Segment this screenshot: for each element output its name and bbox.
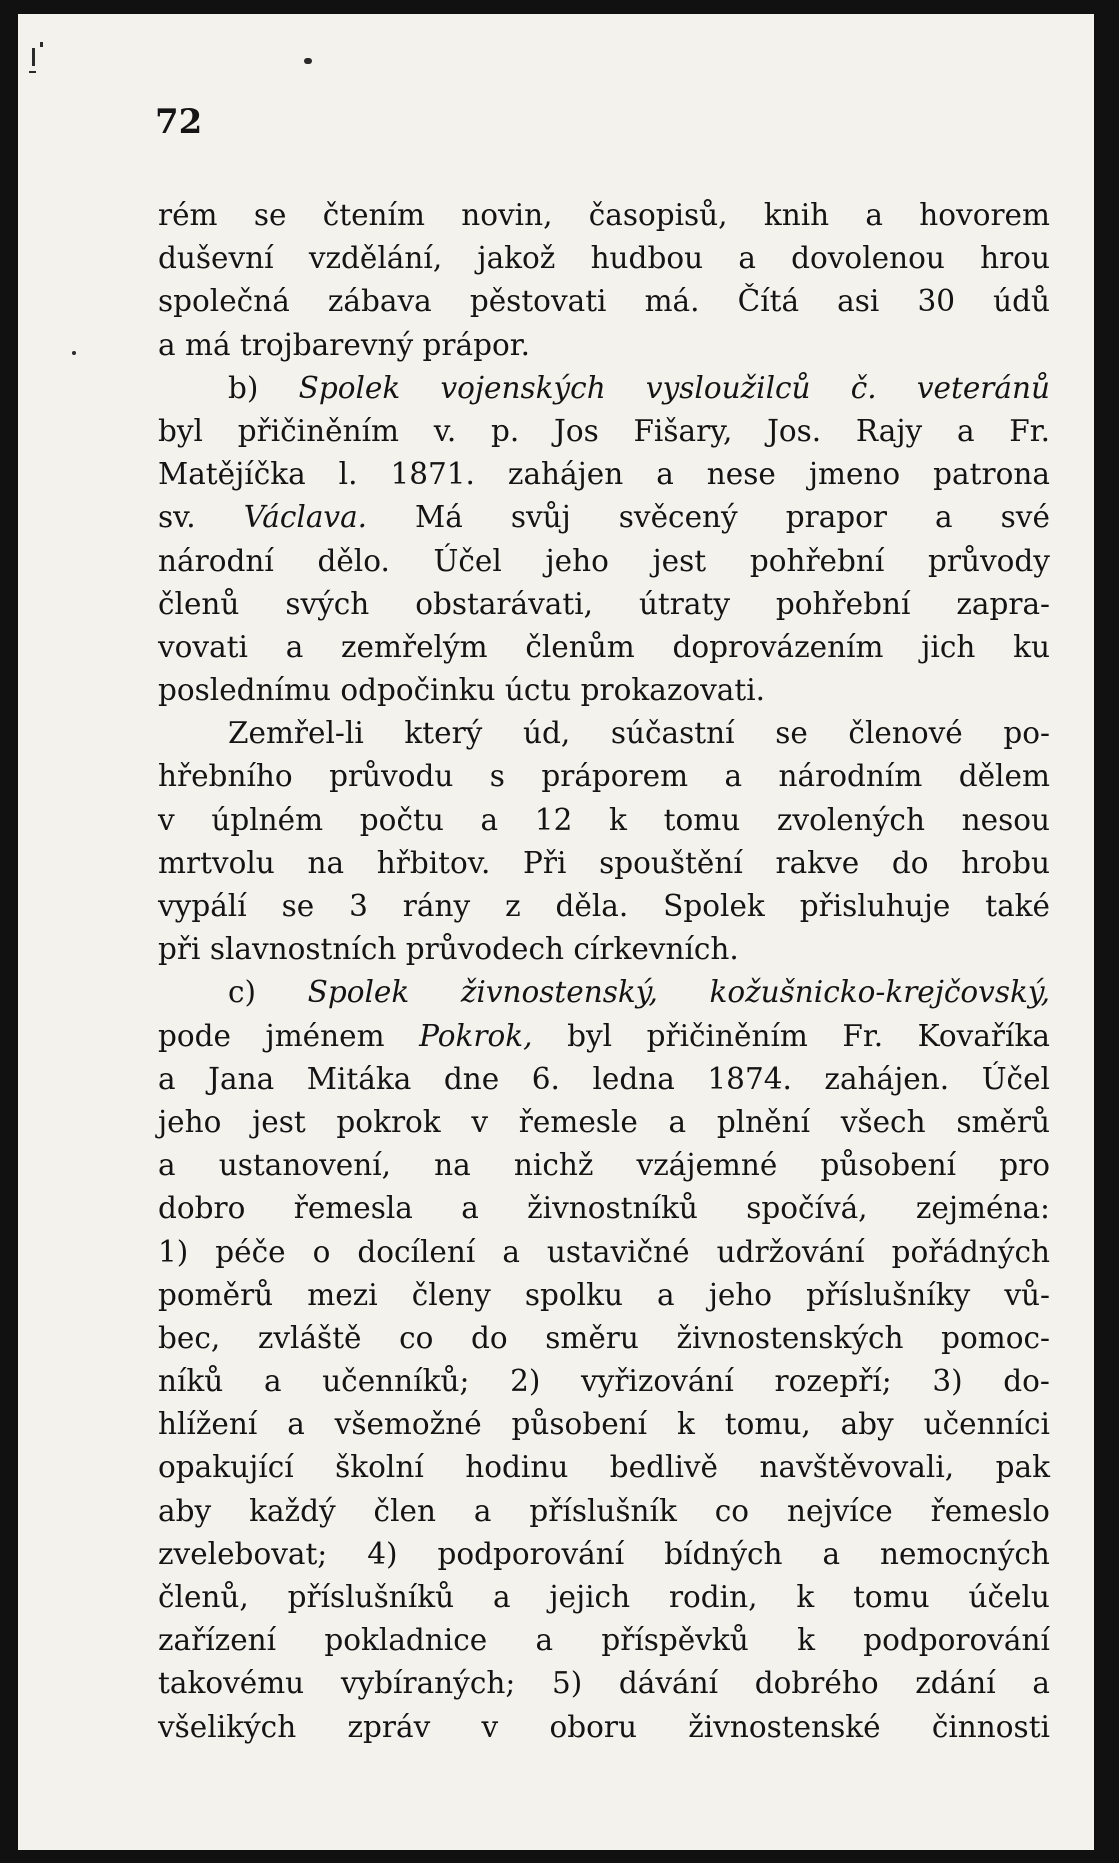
text-line: rém se čtením novin, časopisů, knih a hovorem	[158, 198, 1050, 232]
text-line: poslednímu odpočinku úctu prokazovati.	[158, 673, 766, 708]
text-line: takovému vybíraných; 5) dávání dobrého zdání a	[158, 1666, 1050, 1701]
text-line: a ustanovení, na nichž vzájemné působení pro	[158, 1148, 1050, 1183]
text-line: a Jana Mitáka dne 6. ledna 1874. zahájen. Účel	[158, 1061, 1050, 1096]
text-line: mrtvolu na hřbitov. Při spouštění rakve do hrobu	[158, 845, 1050, 880]
text-line: v úplném počtu a 12 k tomu zvolených nesou	[158, 802, 1050, 837]
page-body-text	[158, 194, 1050, 1749]
text-line: vypálí se 3 rány z děla. Spolek přisluhuje také	[158, 889, 1050, 923]
text-line: níků a učenníků; 2) vyřizování rozepří; 3) do-	[158, 1364, 1050, 1399]
text-line: opakující školní hodinu bedlivě navštěvovali, pak	[158, 1450, 1050, 1485]
scan-speck	[304, 58, 312, 64]
text-line: společná zábava pěstovati má. Čítá asi 30 údů	[158, 284, 1050, 319]
text-line: 1) péče o docílení a ustavičné udržování pořádných	[158, 1234, 1050, 1269]
text-line: c) Spolek živnostenský, kožušnicko-krejčovský,	[228, 975, 1050, 1010]
text-line: národní dělo. Účel jeho jest pohřební průvody	[158, 543, 1050, 578]
text-line: Matějíčka l. 1871. zahájen a nese jmeno patrona	[158, 457, 1050, 492]
book-page	[18, 14, 1094, 1850]
text-line: sv. Václava. Má svůj svěcený prapor a své	[158, 500, 1050, 535]
page-number: 72	[155, 102, 203, 142]
text-line: bec, zvláště co do směru živnostenských pomoc-	[158, 1320, 1050, 1355]
scan-speck	[29, 71, 36, 73]
text-line: členů svých obstarávati, útraty pohřební zapra-	[158, 586, 1050, 621]
text-line: zvelebovat; 4) podporování bídných a nemocných	[158, 1536, 1050, 1571]
text-line: poměrů mezi členy spolku a jeho příslušníky vů-	[158, 1277, 1050, 1312]
text-line: vovati a zemřelým členům doprovázením jich ku	[158, 629, 1050, 664]
scan-speck	[40, 42, 43, 47]
scan-speck	[32, 48, 35, 66]
text-line: aby každý člen a příslušník co nejvíce řemeslo	[158, 1493, 1050, 1528]
text-line: byl přičiněním v. p. Jos Fišary, Jos. Rajy a Fr.	[158, 413, 1050, 448]
text-line: hřebního průvodu s práporem a národním dělem	[158, 759, 1050, 794]
text-line: a má trojbarevný prápor.	[158, 327, 530, 362]
text-line: pode jménem Pokrok, byl přičiněním Fr. Kovaříka	[158, 1018, 1050, 1053]
text-line: dobro řemesla a živnostníků spočívá, zejména:	[158, 1191, 1050, 1226]
text-line: všelikých zpráv v oboru živnostenské činnosti	[158, 1709, 1050, 1744]
text-line: při slavnostních průvodech církevních.	[158, 932, 739, 967]
text-line: duševní vzdělání, jakož hudbou a dovolenou hrou	[158, 241, 1050, 276]
text-line: Zemřel-li který úd, súčastní se členové po-	[228, 716, 1050, 751]
text-line: hlížení a všemožné působení k tomu, aby učenníci	[158, 1407, 1050, 1442]
scan-speck	[72, 351, 76, 355]
text-line: jeho jest pokrok v řemesle a plnění všech směrů	[158, 1104, 1050, 1139]
text-line: zařízení pokladnice a příspěvků k podporování	[158, 1623, 1050, 1658]
text-line: členů, příslušníků a jejich rodin, k tomu účelu	[158, 1580, 1050, 1614]
text-line: b) Spolek vojenských vysloužilců č. veteránů	[228, 370, 1050, 405]
